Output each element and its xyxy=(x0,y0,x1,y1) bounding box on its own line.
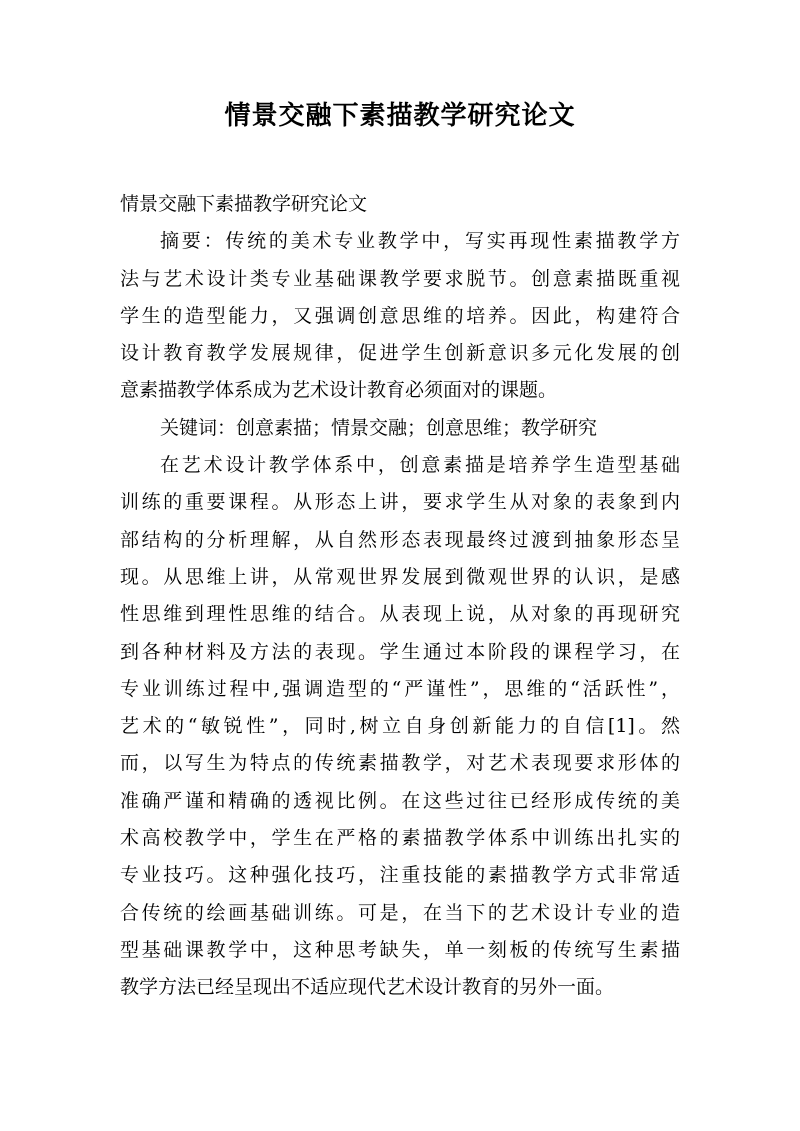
paragraph-line: 型基础课教学中，这种思考缺失，单一刻板的传统写生素描 xyxy=(120,938,680,961)
paragraph-line: 教学方法已经呈现出不适应现代艺术设计教育的另外一面。 xyxy=(120,976,615,999)
paragraph-line: 准确严谨和精确的透视比例。在这些过往已经形成传统的美 xyxy=(120,789,680,812)
document-title: 情景交融下素描教学研究论文 xyxy=(224,101,576,131)
document-body xyxy=(120,186,680,1007)
paragraph-line: 而，以写生为特点的传统素描教学，对艺术表现要求形体的 xyxy=(120,752,680,775)
paragraph-line: 到各种材料及方法的表现。学生通过本阶段的课程学习，在 xyxy=(120,640,680,663)
abstract-line: 意素描教学体系成为艺术设计教育必须面对的课题。 xyxy=(120,379,558,402)
paragraph-line: 训练的重要课程。从形态上讲，要求学生从对象的表象到内 xyxy=(120,491,680,514)
body-line-subtitle: 情景交融下素描教学研究论文 xyxy=(120,193,368,215)
abstract-line: 设计教育教学发展规律，促进学生创新意识多元化发展的创 xyxy=(120,342,680,365)
paragraph-line: 在艺术设计教学体系中，创意素描是培养学生造型基础 xyxy=(160,454,680,477)
abstract-line: 摘要：传统的美术专业教学中，写实再现性素描教学方 xyxy=(160,230,680,253)
paragraph-line: 专业技巧。这种强化技巧，注重技能的素描教学方式非常适 xyxy=(120,864,680,887)
paragraph-line: 性思维到理性思维的结合。从表现上说，从对象的再现研究 xyxy=(120,603,680,626)
abstract-line: 法与艺术设计类专业基础课教学要求脱节。创意素描既重视 xyxy=(120,267,680,290)
keywords-line: 关键词：创意素描；情景交融；创意思维；教学研究 xyxy=(160,416,598,439)
paragraph-line: 合传统的绘画基础训练。可是，在当下的艺术设计专业的造 xyxy=(120,901,680,924)
abstract-line: 学生的造型能力，又强调创意思维的培养。因此，构建符合 xyxy=(120,304,680,327)
paragraph-line: 术高校教学中，学生在严格的素描教学体系中训练出扎实的 xyxy=(120,827,680,850)
paragraph-line: 艺术的“敏锐性”，同时,树立自身创新能力的自信[1]。然 xyxy=(120,715,680,738)
paragraph-line: 部结构的分析理解，从自然形态表现最终过渡到抽象形态呈 xyxy=(120,528,680,551)
paragraph-line: 现。从思维上讲，从常观世界发展到微观世界的认识，是感 xyxy=(120,565,680,588)
paragraph-line: 专业训练过程中,强调造型的“严谨性”，思维的“活跃性”， xyxy=(120,677,680,700)
